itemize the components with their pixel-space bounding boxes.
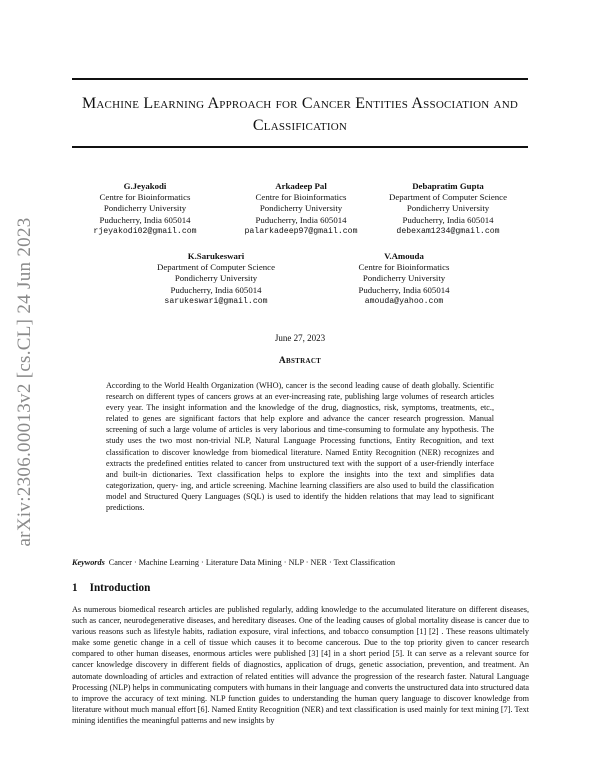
author-affiliation: Centre for Bioinformatics [255,192,347,203]
author-address: Puducherry, India 605014 [402,214,494,225]
author-block [368,181,528,237]
author-affiliation: Department of Computer Science [389,192,507,203]
arxiv-id-text: arXiv:2306.00013v2 [cs.CL] 24 Jun 2023 [14,217,35,547]
author-address: Puducherry, India 605014 [170,284,262,295]
author-name: Arkadeep Pal [275,181,327,191]
author-block [136,251,296,307]
author-university: Pondicherry University [259,203,343,214]
author-address: Puducherry, India 605014 [99,214,191,225]
author-block [334,251,474,307]
introduction-text: As numerous biomedical research articles are published regularly, adding knowledge to the accumulated literature on different diseases, such as cancer, neurodegenerative diseases, and hereditary diseases. One of the leading causes of global mortality disease is cancer due to various reasons such as lifestyle habits, radiation exposure, viral infections, and tobacco consumption [1] [2] . These reasons ultimately make some genetic change in a cell of tissue which causes it to become cancerous. Due to the top priority given to cancer research compared to other human diseases, enormous articles were published [3] [4] in a short period [5]. It can serve as a relevant source for cancer knowledge discovery in different fields of diagnostics, application of drugs, genetic association, prevention, and treatment. An automate downloading of articles and extraction of related entities will advance the progression of the research faster. Natural Language Processing (NLP) helps in communicating computers with humans in their language and converts the unstructured data into structured data to improve the accuracy of text mining. NLP function guides to understanding the human query language to discover knowledge from literature without much manual effort [6]. Named Entity Recognition (NER) and text classification is used mainly for text mining [7]. Text mining identifies the meaningful patterns and new insights by [72,605,529,725]
author-name: V.Amouda [384,251,424,261]
author-email[interactable]: amouda@yahoo.com [364,296,444,306]
author-affiliation: Department of Computer Science [157,262,275,273]
section-number: 1 [72,582,78,594]
author-university: Pondicherry University [174,273,258,284]
author-address: Puducherry, India 605014 [255,214,347,225]
keywords-line [72,558,532,567]
abstract-heading: Abstract [278,356,322,366]
author-email[interactable]: palarkadeep97@gmail.com [244,226,358,236]
author-name: K.Sarukeswari [187,251,245,261]
title-top-rule [72,78,528,80]
author-affiliation: Centre for Bioinformatics [358,262,450,273]
author-university: Pondicherry University [362,273,446,284]
author-affiliation: Centre for Bioinformatics [99,192,191,203]
author-name: Debapratim Gupta [412,181,484,191]
author-email[interactable]: rjeyakodi02@gmail.com [93,226,197,236]
section-heading [72,582,162,594]
author-block [72,181,218,237]
author-address: Puducherry, India 605014 [358,284,450,295]
author-university: Pondicherry University [406,203,490,214]
title-bottom-rule [72,146,528,148]
author-email[interactable]: sarukeswari@gmail.com [164,296,268,306]
publication-date: June 27, 2023 [274,333,326,343]
section-title: Introduction [89,582,151,594]
author-name: G.Jeyakodi [123,181,167,191]
paper-title: Machine Learning Approach for Cancer Entities Association and Classification [81,95,518,134]
author-block [226,181,376,237]
author-email[interactable]: debexam1234@gmail.com [396,226,500,236]
abstract-text: According to the World Health Organization (WHO), cancer is the second leading cause of death globally. Scientific research on different types of cancers grows at an ever-increasing rate, publishing large volumes of research articles every year. The insight information and the knowledge of the drug, diagnostics, risk, symptoms, treatments, etc., related to genes are significant factors that help explore and advance the cancer research progression. Manual screening of such a large volume of articles is very laborious and time-consuming to formulate any hypothesis. The study uses the two most non-trivial NLP, Natural Language Processing functions, Entity Recognition, and text classification to discover knowledge from biomedical literature. Named Entity Recognition (NER) recognizes and extracts the predefined entities related to cancer from unstructured text with the support of a user-friendly interface and built-in dictionaries. Text classification helps to explore the insights into the text and simplifies data categorization, query- ing, and article screening. Machine learning classifiers are also used to build the classification model and Structured Query Languages (SQL) is used to identify the hidden relations that may lead to significant predictions. [106,381,494,513]
keywords-label: Keywords [72,558,105,567]
author-university: Pondicherry University [103,203,187,214]
arxiv-identifier-stamp [10,212,40,552]
keywords-list: Cancer · Machine Learning · Literature Data Mining · NLP · NER · Text Classification [108,558,396,567]
